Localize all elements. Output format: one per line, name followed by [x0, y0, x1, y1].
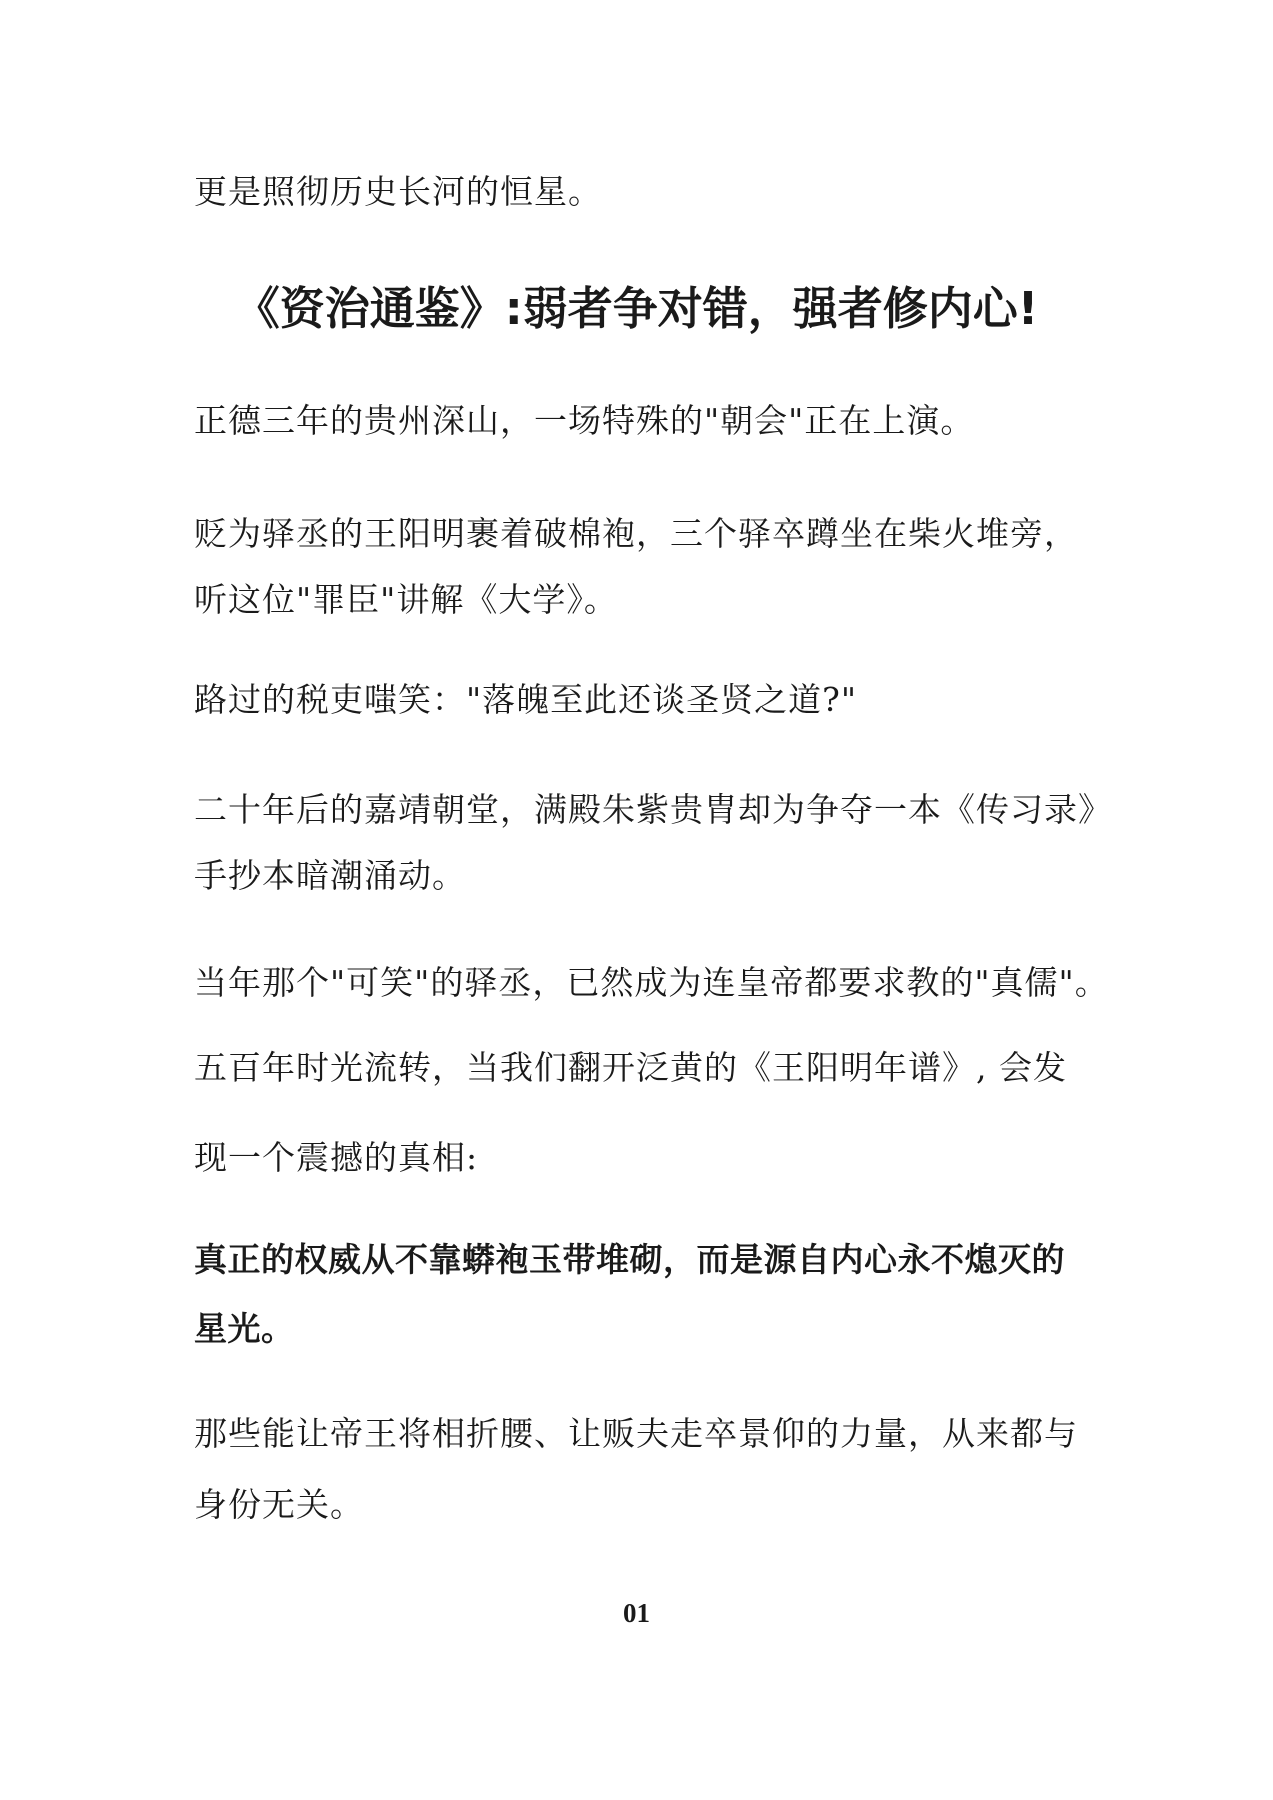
paragraph-4-line-2: 手抄本暗潮涌动。 — [194, 856, 466, 895]
paragraph-8-line-2: 身份无关。 — [194, 1485, 364, 1524]
paragraph-2-line-1: 贬为驿丞的王阳明裹着破棉袍，三个驿卒蹲坐在柴火堆旁， — [194, 514, 1078, 553]
highlight-paragraph-line-2: 星光。 — [194, 1309, 295, 1348]
intro-line: 更是照彻历史长河的恒星。 — [194, 172, 602, 211]
page-number: 01 — [623, 1598, 650, 1628]
article-title: 《资治通鉴》:弱者争对错，强者修内心! — [234, 282, 1039, 335]
paragraph-8-line-1: 那些能让帝王将相折腰、让贩夫走卒景仰的力量，从来都与 — [194, 1414, 1078, 1453]
paragraph-1-line-1: 正德三年的贵州深山，一场特殊的"朝会"正在上演。 — [194, 401, 975, 440]
highlight-paragraph-line-1: 真正的权威从不靠蟒袍玉带堆砌，而是源自内心永不熄灭的 — [194, 1240, 1065, 1279]
paragraph-4-line-1: 二十年后的嘉靖朝堂，满殿朱紫贵胄却为争夺一本《传习录》 — [194, 790, 1112, 829]
paragraph-5-line-1: 当年那个"可笑"的驿丞，已然成为连皇帝都要求教的"真儒"。 — [194, 963, 1109, 1002]
paragraph-6-line-1: 五百年时光流转，当我们翻开泛黄的《王阳明年谱》, 会发 — [194, 1048, 1067, 1087]
paragraph-6-line-2: 现一个震撼的真相: — [194, 1138, 479, 1177]
paragraph-3-line-1: 路过的税吏嗤笑："落魄至此还谈圣贤之道?" — [194, 680, 858, 719]
paragraph-2-line-2: 听这位"罪臣"讲解《大学》。 — [194, 580, 618, 619]
